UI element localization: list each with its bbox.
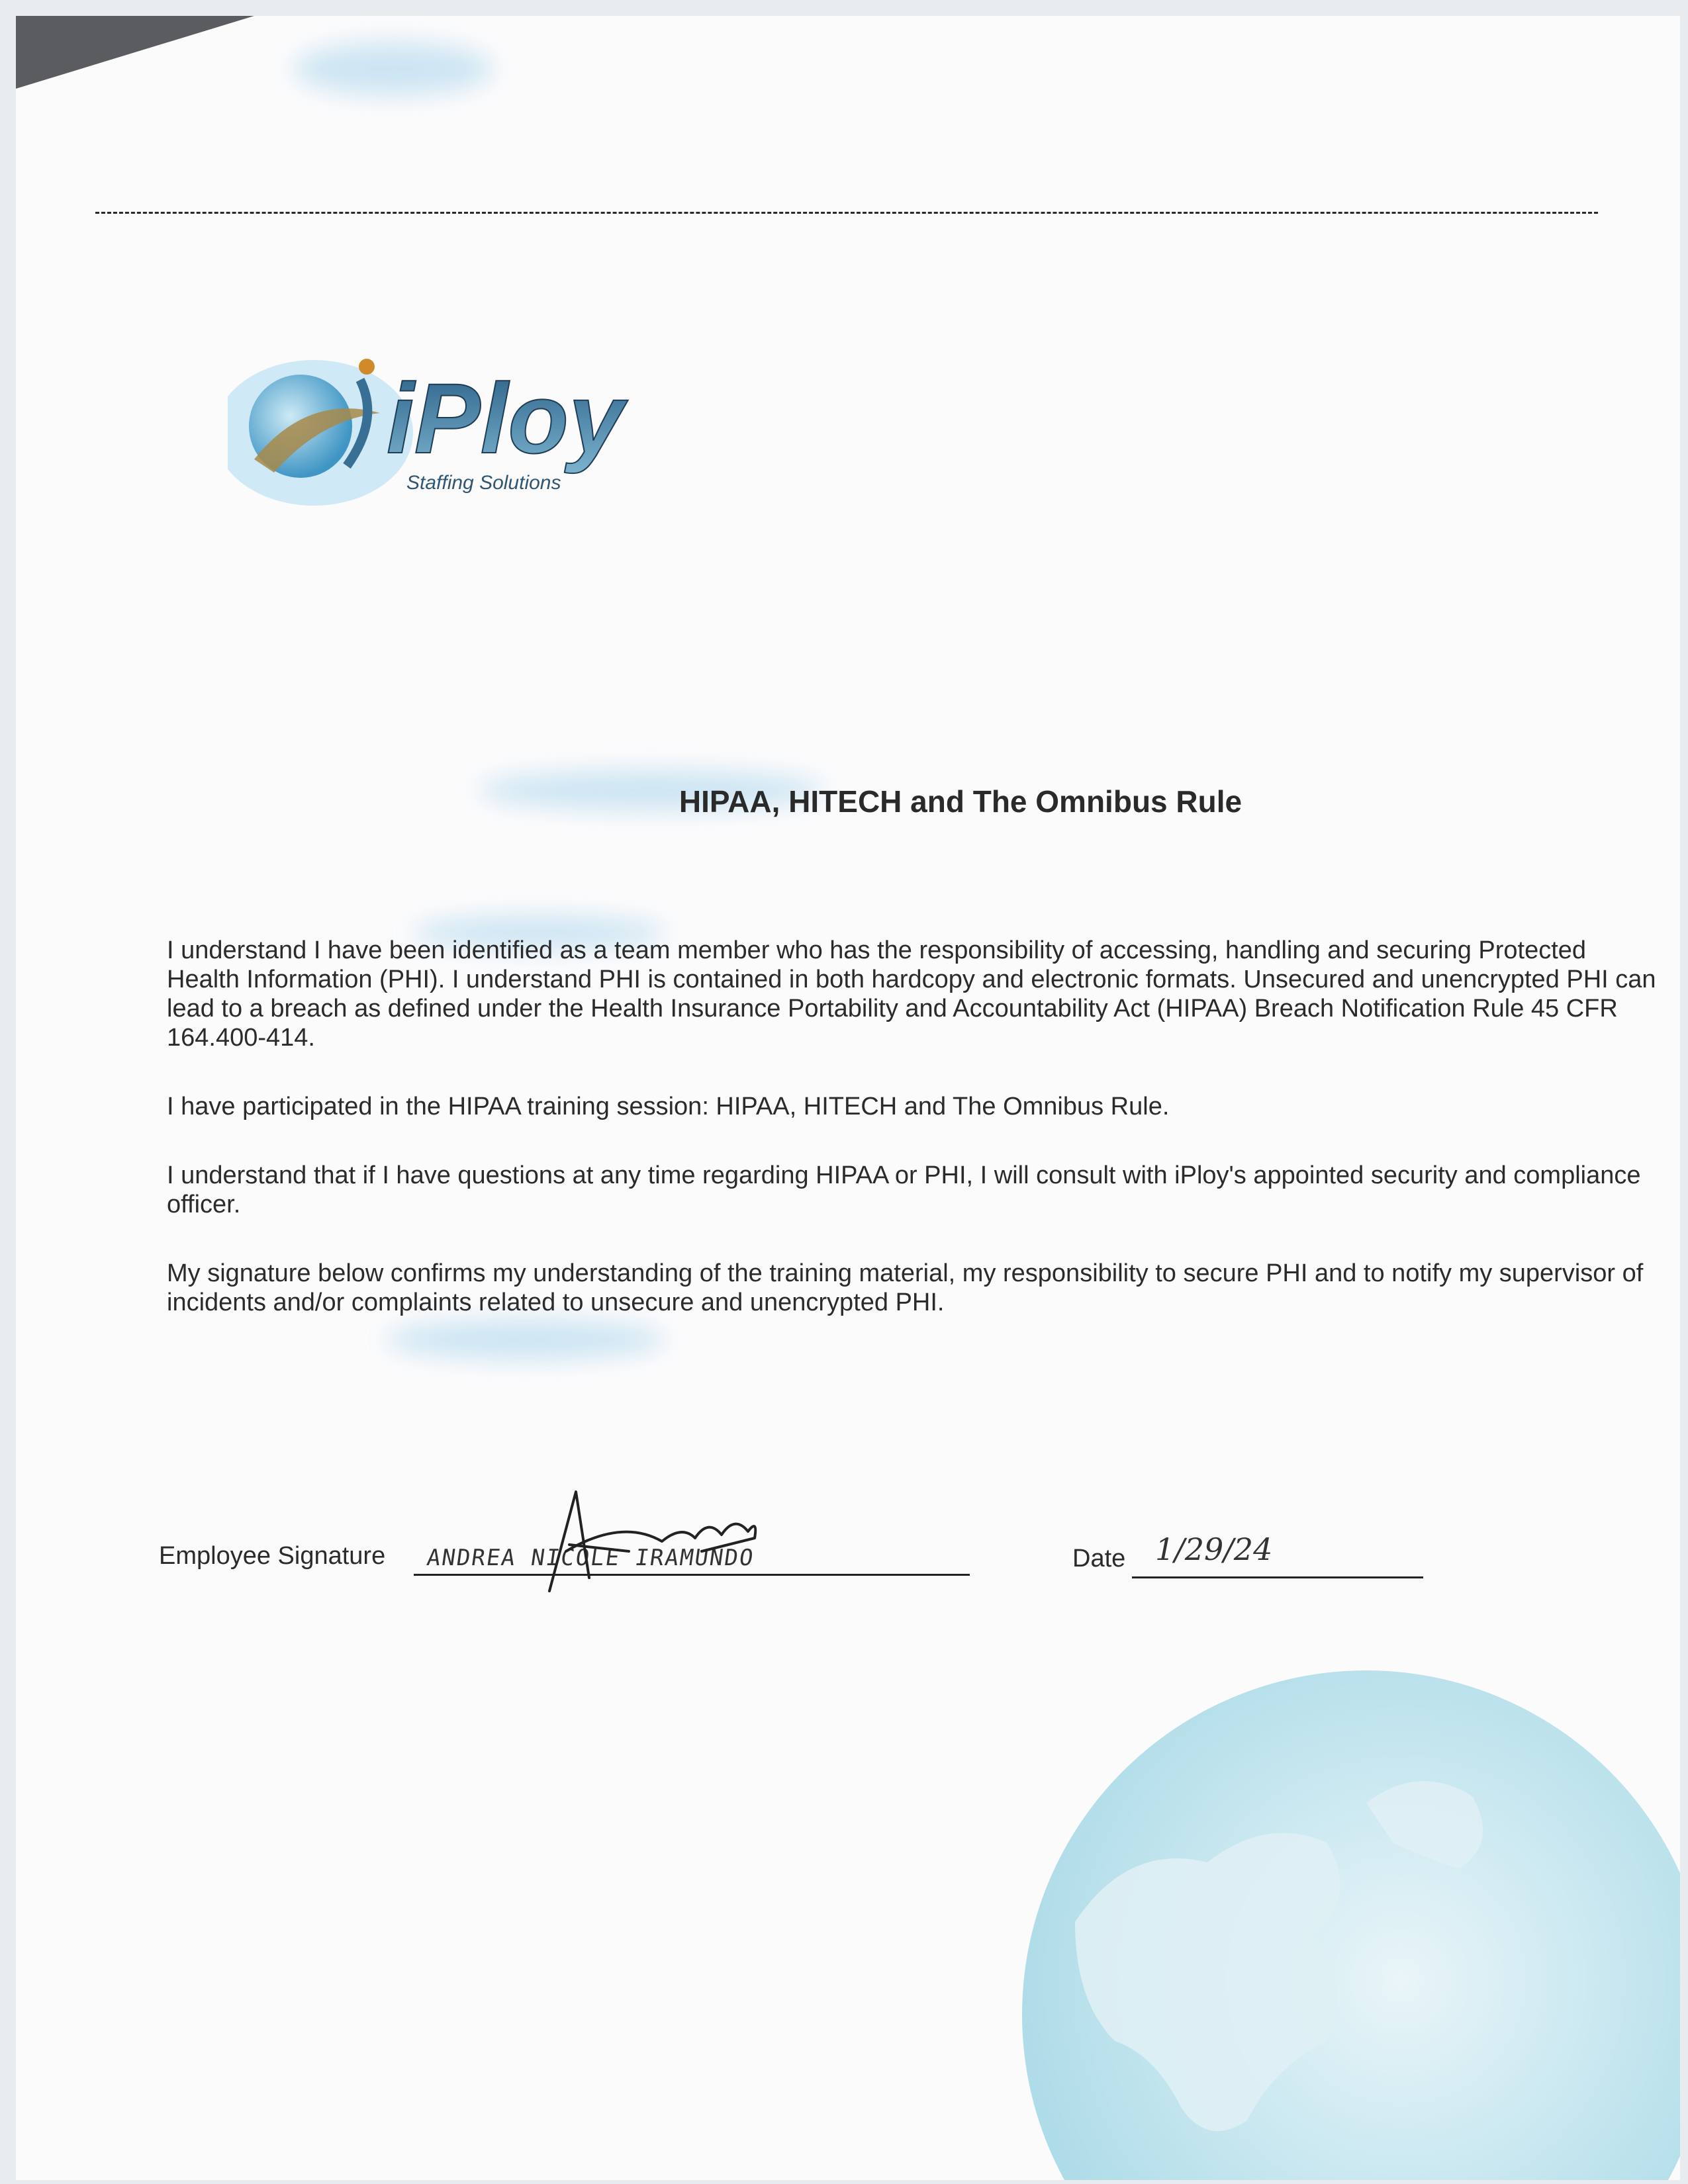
document-title: HIPAA, HITECH and The Omnibus Rule [679,784,1243,819]
employee-signature-label: Employee Signature [159,1542,386,1570]
ink-smudge [294,42,492,95]
page-corner-fold [16,16,254,89]
printed-name: ANDREA NICOLE IRAMUNDO [425,1545,757,1571]
svg-text:Staffing Solutions: Staffing Solutions [406,472,561,494]
paragraph-questions: I understand that if I have questions at any time regarding HIPAA or PHI, I will consult with iPloy's appointed security and compliance officer. [167,1161,1641,1218]
signature-block [159,1518,1615,1604]
handwritten-signature [530,1479,768,1598]
paragraph-training: I have participated in the HIPAA training session: HIPAA, HITECH and The Omnibus Rule. [167,1093,1170,1120]
date-value: 1/29/24 [1155,1531,1273,1567]
globe-watermark-icon [956,1644,1680,2180]
date-line [1132,1576,1423,1578]
header-rule [95,212,1598,214]
date-label: Date [1072,1545,1126,1572]
document-page [16,16,1680,2180]
iploy-logo [228,340,718,512]
globe-icon [228,340,718,512]
svg-text:iPloy: iPloy [387,363,624,474]
paragraph-signature-confirmation: My signature below confirms my understanding of the training material, my responsibility to secure PHI and to notify my supervisor of incidents and/or complaints related to unsecure and unencrypted PHI. [167,1259,1644,1316]
agreement-body [167,936,1656,1357]
paragraph-understanding: I understand I have been identified as a team member who has the responsibility of accessing, handling and securing Protected Health Information (PHI). I understand PHI is contained in both hardcopy and electronic formats. Unsecured and unencrypted PHI can lead to a breach as defined under the Health Insurance Portability and Accountability Act (HIPAA) Breach Notification Rule 45 CFR 164.400-414. [167,936,1656,1052]
